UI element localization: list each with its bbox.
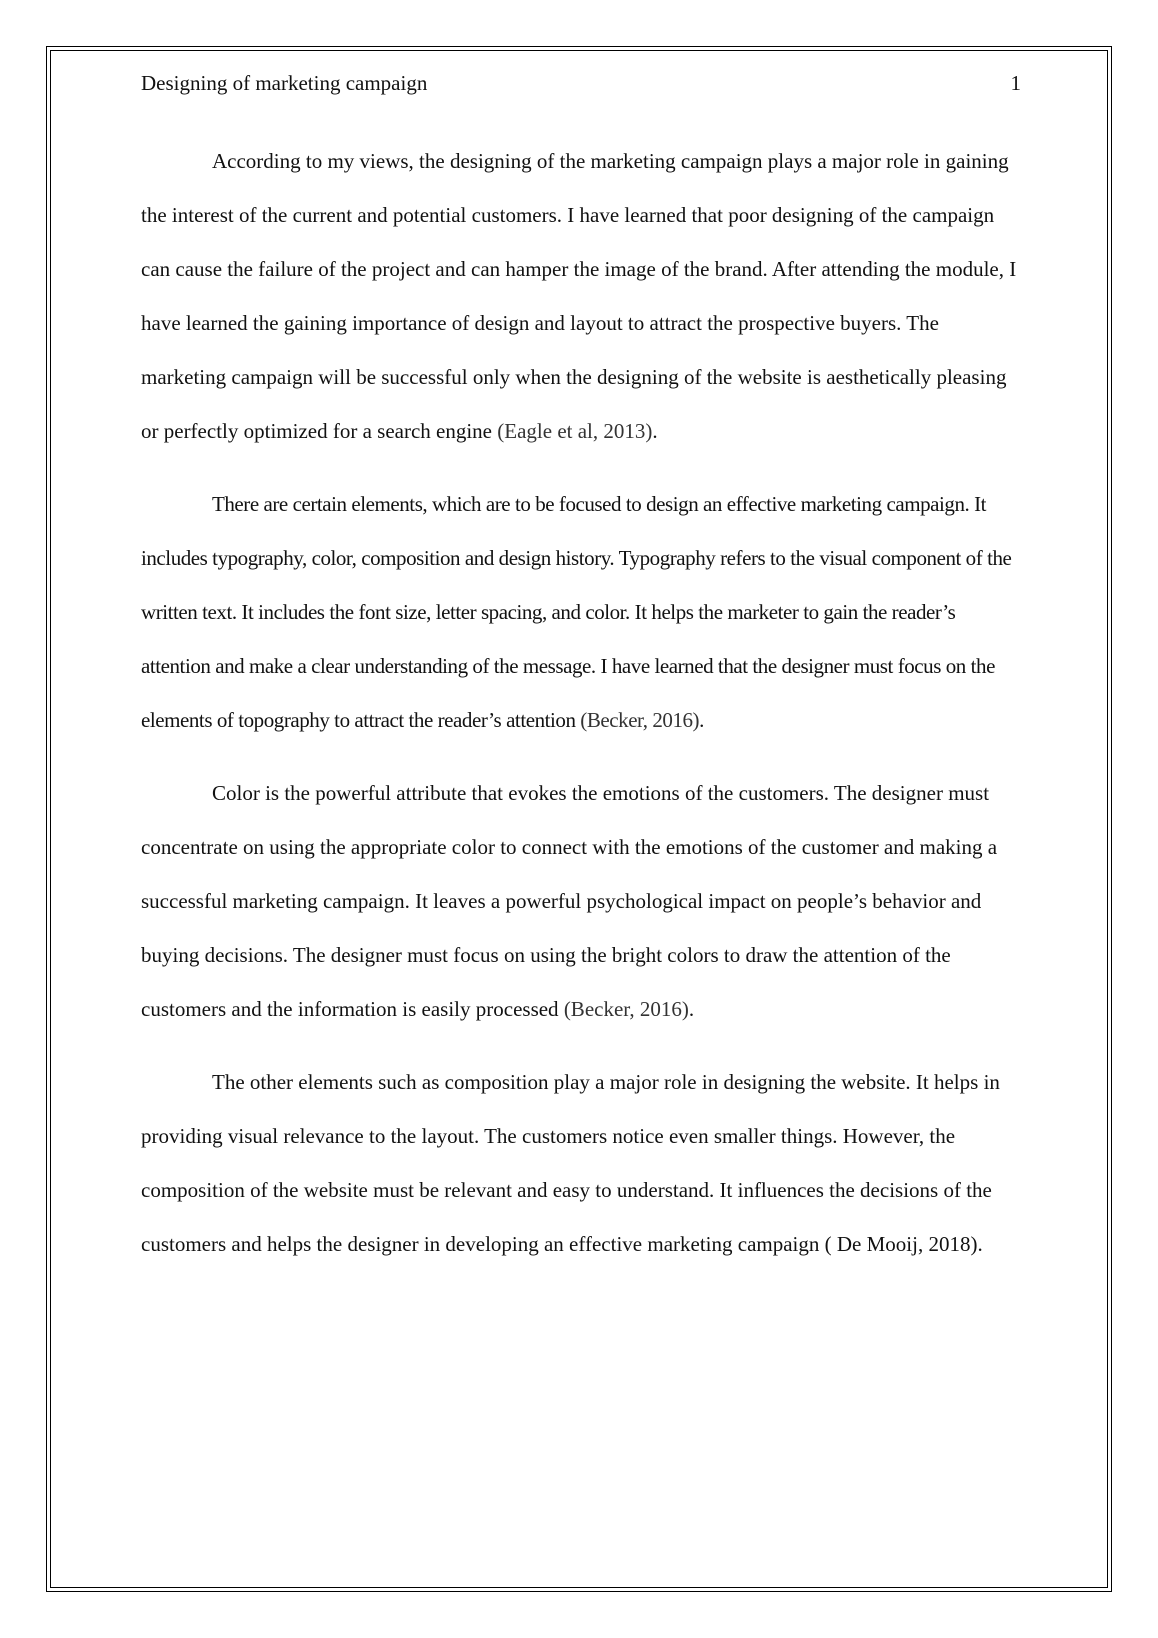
page-number: 1 [1010,71,1021,95]
paragraph-4 [141,1055,1021,1271]
paragraph-3-text: Color is the powerful attribute that evokes the emotions of the customers. The designer must concentrate on using the appropriate color to connect with the emotions of the customer and making a successful marketing campaign. It leaves a powerful psychological impact on people’s behavior and buying decisions. The designer must focus on using the bright colors to draw the attention of the customers and the information is easily processed [141,781,998,1021]
paragraph-3-ending: . [688,997,695,1021]
paragraph-3 [141,766,1021,1036]
page-header [141,68,1021,98]
paragraph-2-citation: (Becker, 2016) [580,708,700,732]
paragraph-2-text: There are certain elements, which are to be focused to design an effective marketing campaign. It includes typography, color, composition and design history. Typography refers to the visual component of the written text. It includes the font size, letter spacing, and color. It helps the marketer to gain the reader’s attention and make a clear understanding of the message. I have learned that the designer must focus on the elements of topography to attract the reader’s attention [141,492,1012,732]
paragraph-2-ending: . [699,708,704,732]
paragraph-1-text: According to my views, the designing of the marketing campaign plays a major role in gaining the interest of the current and potential customers. I have learned that poor designing of the campaign can cause the failure of the project and can hamper the image of the brand. After attending the module, I have learned the gaining importance of design and layout to attract the prospective buyers. The marketing campaign will be successful only when the designing of the website is aesthetically pleasing or perfectly optimized for a search engine [141,149,1017,443]
paragraph-4-ending: . [977,1232,983,1256]
paragraph-1-ending: . [652,419,658,443]
paragraph-3-citation: (Becker, 2016) [563,997,689,1021]
paragraph-4-text: The other elements such as composition play a major role in designing the website. It helps in providing visual relevance to the layout. The customers notice even smaller things. However, the composition of the website must be relevant and easy to understand. It influences the decisions of the customers and helps the designer in developing an effective marketing campaign ( De Mooij, 2018) [141,1070,1000,1256]
paragraph-1-citation: (Eagle et al, 2013) [497,419,653,443]
paragraph-1 [141,134,1021,458]
header-title: Designing of marketing campaign [141,71,428,95]
document-body [141,134,1021,1290]
paragraph-2 [141,477,1021,747]
